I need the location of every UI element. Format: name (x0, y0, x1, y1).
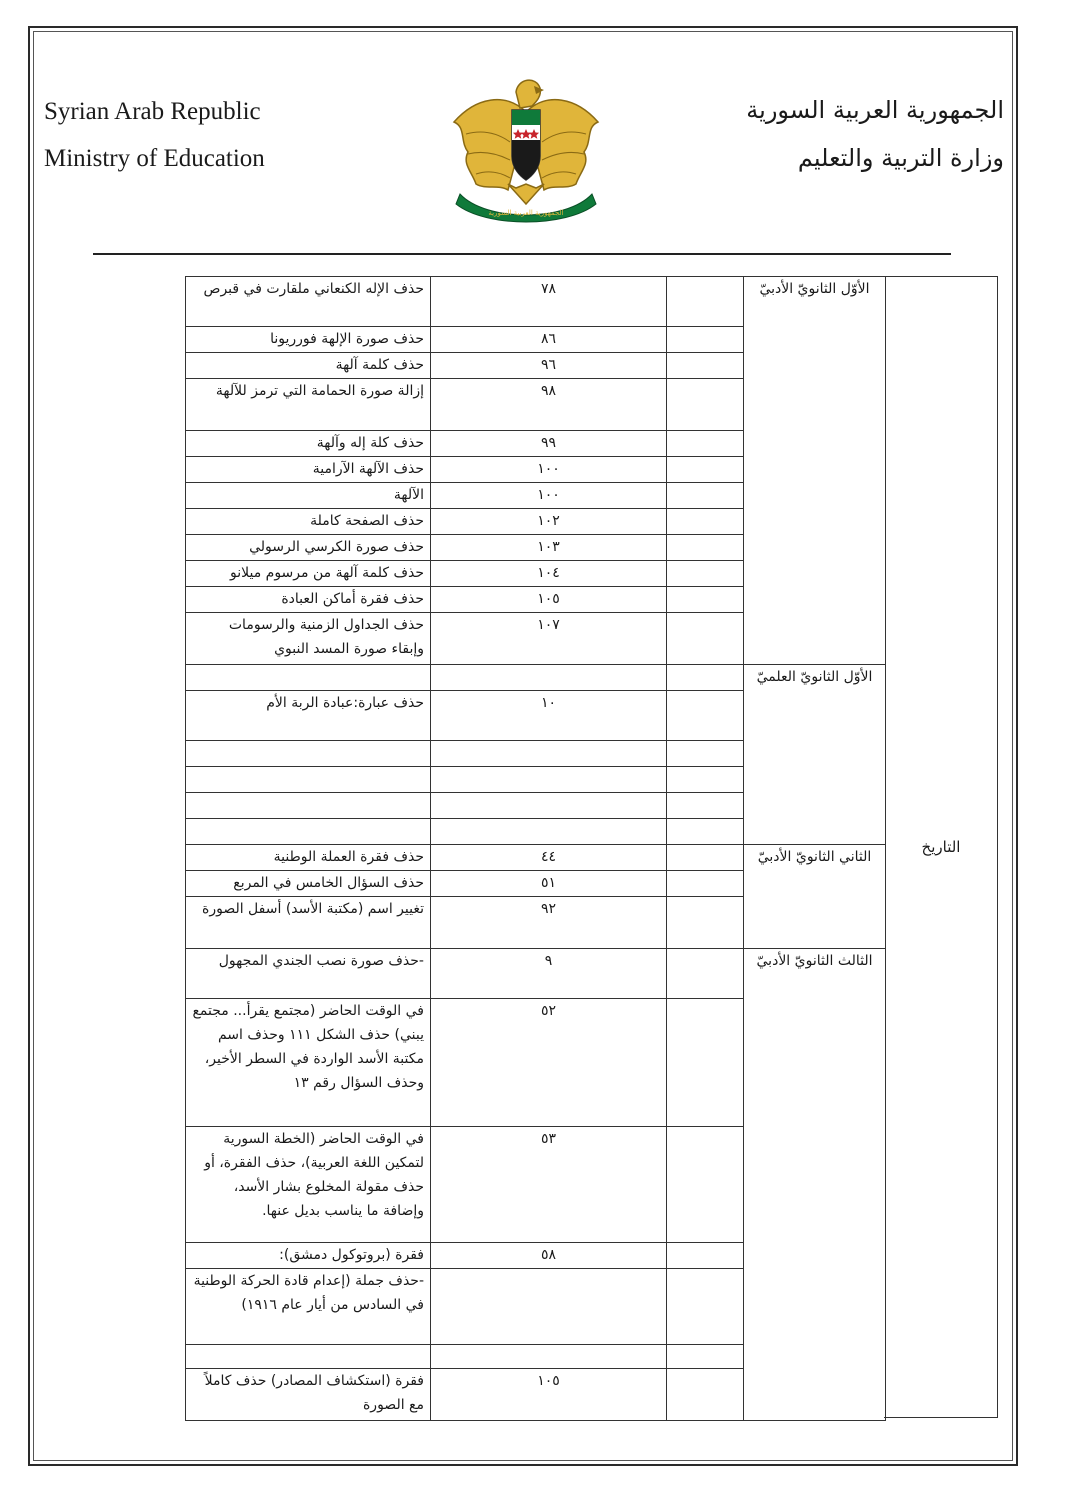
empty-cell (667, 1127, 744, 1243)
change-description: في الوقت الحاضر (الخطة السورية لتمكين اللغة العربية)، حذف الفقرة، أو حذف مقولة المخلوع بشار الأسد، وإضافة ما يناسب بديل عنها. (186, 1127, 431, 1243)
header-republic-ar: الجمهورية العربية السورية (746, 96, 1004, 124)
change-description: فقرة (بروتوكول دمشق): (186, 1243, 431, 1269)
empty-cell (667, 767, 744, 793)
change-description: حذف الصفحة كاملة (186, 509, 431, 535)
change-description: حذف صورة الإلهة فورريونا (186, 327, 431, 353)
page-number: ١٠٧ (431, 613, 667, 665)
change-description: الآلهة (186, 483, 431, 509)
change-description: إزالة صورة الحمامة التي ترمز للآلهة (186, 379, 431, 431)
empty-cell (667, 871, 744, 897)
header-ministry-ar: وزارة التربية والتعليم (797, 144, 1004, 172)
page-number: ١٠٤ (431, 561, 667, 587)
empty-cell (667, 1243, 744, 1269)
table-row (186, 845, 886, 871)
change-description: حذف كلمة آلهة من مرسوم ميلانو (186, 561, 431, 587)
empty-cell (667, 483, 744, 509)
change-description: حذف فقرة العملة الوطنية (186, 845, 431, 871)
header-ministry-en: Ministry of Education (44, 145, 265, 172)
empty-cell (667, 277, 744, 327)
change-description: حذف الآلهة الآرامية (186, 457, 431, 483)
empty-cell (667, 999, 744, 1127)
page-number (431, 767, 667, 793)
page-number (431, 793, 667, 819)
table-row (186, 277, 886, 327)
empty-cell (667, 535, 744, 561)
page-number: ٩٢ (431, 897, 667, 949)
page-number: ١٠٠ (431, 483, 667, 509)
change-description: تغيير اسم (مكتبة الأسد) أسفل الصورة (186, 897, 431, 949)
page-number: ٨٦ (431, 327, 667, 353)
empty-cell (667, 819, 744, 845)
empty-cell (667, 613, 744, 665)
subject-label: التاريخ (921, 838, 961, 856)
empty-cell (667, 353, 744, 379)
change-description: حذف عبارة:عبادة الربة الأم (186, 691, 431, 741)
page-number: ١٠٠ (431, 457, 667, 483)
page-number (431, 819, 667, 845)
page-number: ٥٨ (431, 1243, 667, 1269)
empty-cell (667, 509, 744, 535)
table-row (186, 665, 886, 691)
change-description: حذف فقرة أماكن العبادة (186, 587, 431, 613)
change-description: حذف كلمة آلهة (186, 353, 431, 379)
page-number: ١٠ (431, 691, 667, 741)
page-number: ١٠٣ (431, 535, 667, 561)
page-number: ١٠٥ (431, 587, 667, 613)
page-number: ٩٦ (431, 353, 667, 379)
empty-cell (667, 587, 744, 613)
change-description (186, 1345, 431, 1369)
page-number (431, 1269, 667, 1345)
changes-table (185, 276, 886, 1421)
page-number: ١٠٢ (431, 509, 667, 535)
page-number: ٩٨ (431, 379, 667, 431)
page-number: ٥٣ (431, 1127, 667, 1243)
empty-cell (667, 327, 744, 353)
empty-cell (667, 845, 744, 871)
change-description (186, 819, 431, 845)
change-description: في الوقت الحاضر (مجتمع يقرأ... مجتمع يبني) حذف الشكل ١١١ وحذف اسم مكتبة الأسد الواردة في السطر الأخير، وحذف السؤال رقم ١٣ (186, 999, 431, 1127)
page-number: ٥١ (431, 871, 667, 897)
change-description: -حذف جملة (إعدام قادة الحركة الوطنية في السادس من أيار عام ١٩١٦) (186, 1269, 431, 1345)
eagle-emblem-logo (446, 72, 606, 224)
change-description: حذف الإله الكنعاني ملقارت في قبرص (186, 277, 431, 327)
empty-cell (667, 431, 744, 457)
page-number: ٥٢ (431, 999, 667, 1127)
table-row (186, 949, 886, 999)
page-number (431, 741, 667, 767)
header-republic-en: Syrian Arab Republic (44, 98, 261, 125)
empty-cell (667, 665, 744, 691)
empty-cell (667, 1369, 744, 1421)
page-number: ٤٤ (431, 845, 667, 871)
change-description: حذف صورة الكرسي الرسولي (186, 535, 431, 561)
change-description: حذف كلة إله وآلهة (186, 431, 431, 457)
change-description (186, 741, 431, 767)
change-description (186, 665, 431, 691)
grade-label: الثالث الثانويّ الأدبيّ (744, 949, 886, 1421)
header-divider (93, 253, 951, 255)
page-number: ٩٩ (431, 431, 667, 457)
empty-cell (667, 793, 744, 819)
empty-cell (667, 691, 744, 741)
change-description: حذف السؤال الخامس في المربع (186, 871, 431, 897)
page-number (431, 665, 667, 691)
grade-label: الأوّل الثانويّ العلميّ (744, 665, 886, 845)
empty-cell (667, 561, 744, 587)
grade-label: الثاني الثانويّ الأدبيّ (744, 845, 886, 949)
empty-cell (667, 949, 744, 999)
grade-label: الأوّل الثانويّ الأدبيّ (744, 277, 886, 665)
empty-cell (667, 1345, 744, 1369)
empty-cell (667, 457, 744, 483)
page-number: ١٠٥ (431, 1369, 667, 1421)
empty-cell (667, 897, 744, 949)
change-description: حذف الجداول الزمنية والرسومات وإبقاء صورة المسد النبوي (186, 613, 431, 665)
change-description (186, 793, 431, 819)
svg-text:الجمهورية العربية السورية: الجمهورية العربية السورية (488, 209, 564, 217)
change-description: فقرة (استكشاف المصادر) حذف كاملاً مع الصورة (186, 1369, 431, 1421)
change-description (186, 767, 431, 793)
page-number: ٩ (431, 949, 667, 999)
page-number: ٧٨ (431, 277, 667, 327)
empty-cell (667, 379, 744, 431)
page-number (431, 1345, 667, 1369)
empty-cell (667, 1269, 744, 1345)
change-description: -حذف صورة نصب الجندي المجهول (186, 949, 431, 999)
empty-cell (667, 741, 744, 767)
